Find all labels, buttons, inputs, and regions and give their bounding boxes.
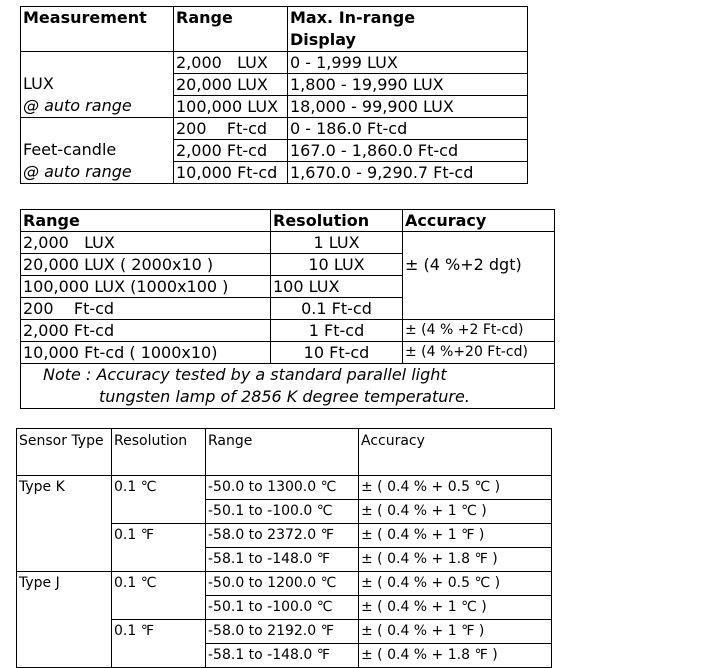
range-cell: -50.1 to -100.0 ℃: [206, 596, 359, 620]
display-cell: 0 - 186.0 Ft-cd: [288, 118, 528, 140]
range-cell: 20,000 LUX: [174, 74, 288, 96]
range-cell: 2,000 Ft-cd: [174, 140, 288, 162]
display-cell: 0 - 1,999 LUX: [288, 52, 528, 74]
range-cell: -58.1 to -148.0 ℉: [206, 548, 359, 572]
lux-range-table: [20, 6, 528, 184]
resolution-cell: 0.1 ℉: [112, 620, 206, 668]
note-cell: [21, 364, 555, 409]
table-row: [17, 476, 552, 500]
display-cell: 1,800 - 19,990 LUX: [288, 74, 528, 96]
accuracy-cell: ± (4 % +2 Ft-cd): [403, 320, 555, 342]
lux-sublabel: @ auto range: [23, 96, 132, 115]
thermocouple-table: [16, 428, 552, 668]
accuracy-cell: ± ( 0.4 % + 1 ℃ ): [359, 596, 552, 620]
accuracy-cell: ± ( 0.4 % + 1 ℃ ): [359, 500, 552, 524]
fc-label: Feet-candle: [23, 140, 117, 159]
display-cell: 1,670.0 - 9,290.7 Ft-cd: [288, 162, 528, 184]
header-resolution: Resolution: [112, 429, 206, 476]
range-cell: 200 Ft-cd: [174, 118, 288, 140]
range-cell: -58.0 to 2372.0 ℉: [206, 524, 359, 548]
header-range: Range: [206, 429, 359, 476]
fc-sublabel: @ auto range: [23, 162, 132, 181]
display-cell: 167.0 - 1,860.0 Ft-cd: [288, 140, 528, 162]
resolution-cell: 1 LUX: [271, 232, 403, 254]
accuracy-lux-cell: ± (4 %+2 dgt): [403, 232, 555, 320]
resolution-cell: 10 Ft-cd: [271, 342, 403, 364]
header-range: Range: [21, 210, 271, 232]
table-row: [21, 232, 555, 254]
header-range: Range: [174, 7, 288, 52]
accuracy-cell: ± ( 0.4 % + 1 ℉ ): [359, 620, 552, 644]
resolution-cell: 0.1 ℃: [112, 572, 206, 620]
range-cell: 2,000 LUX: [174, 52, 288, 74]
fc-measurement-cell: [21, 118, 174, 184]
resolution-cell: 0.1 ℉: [112, 524, 206, 572]
resolution-cell: 1 Ft-cd: [271, 320, 403, 342]
table-header-row: [21, 7, 528, 52]
accuracy-cell: ± ( 0.4 % + 1.8 ℉ ): [359, 644, 552, 668]
table-header-row: [21, 210, 555, 232]
table-row: [17, 572, 552, 596]
range-cell: 20,000 LUX ( 2000x10 ): [21, 254, 271, 276]
range-cell: -58.0 to 2192.0 ℉: [206, 620, 359, 644]
header-max-line1: Max. In-range: [290, 8, 416, 27]
range-cell: 10,000 Ft-cd: [174, 162, 288, 184]
resolution-cell: 10 LUX: [271, 254, 403, 276]
range-cell: 200 Ft-cd: [21, 298, 271, 320]
range-cell: 100,000 LUX: [174, 96, 288, 118]
table-row: [21, 342, 555, 364]
sensor-type-j: Type J: [17, 572, 112, 668]
table-row: [21, 118, 528, 140]
header-accuracy: Accuracy: [403, 210, 555, 232]
header-max-display: [288, 7, 528, 52]
range-cell: -58.1 to -148.0 ℉: [206, 644, 359, 668]
lux-measurement-cell: [21, 52, 174, 118]
note-row: [21, 364, 555, 409]
accuracy-cell: ± (4 %+20 Ft-cd): [403, 342, 555, 364]
range-cell: -50.0 to 1300.0 ℃: [206, 476, 359, 500]
lux-label: LUX: [23, 74, 54, 93]
table-header-row: [17, 429, 552, 476]
display-cell: 18,000 - 99,900 LUX: [288, 96, 528, 118]
range-cell: -50.1 to -100.0 ℃: [206, 500, 359, 524]
range-cell: -50.0 to 1200.0 ℃: [206, 572, 359, 596]
accuracy-cell: ± ( 0.4 % + 1 ℉ ): [359, 524, 552, 548]
note-line-1: Note : Accuracy tested by a standard parallel light: [43, 365, 447, 384]
note-line-2: tungsten lamp of 2856 K degree temperature.: [99, 387, 470, 406]
table-row: [21, 52, 528, 74]
header-resolution: Resolution: [271, 210, 403, 232]
resolution-cell: 0.1 Ft-cd: [271, 298, 403, 320]
range-cell: 2,000 Ft-cd: [21, 320, 271, 342]
header-measurement: Measurement: [21, 7, 174, 52]
resolution-cell: 0.1 ℃: [112, 476, 206, 524]
resolution-cell: 100 LUX: [271, 276, 403, 298]
range-cell: 10,000 Ft-cd ( 1000x10): [21, 342, 271, 364]
header-sensor-type: Sensor Type: [17, 429, 112, 476]
header-accuracy: Accuracy: [359, 429, 552, 476]
header-max-line2: Display: [290, 30, 356, 49]
accuracy-table: [20, 209, 555, 409]
accuracy-cell: ± ( 0.4 % + 0.5 ℃ ): [359, 476, 552, 500]
table-row: [21, 320, 555, 342]
range-cell: 2,000 LUX: [21, 232, 271, 254]
sensor-type-k: Type K: [17, 476, 112, 572]
range-cell: 100,000 LUX (1000x100 ): [21, 276, 271, 298]
accuracy-cell: ± ( 0.4 % + 1.8 ℉ ): [359, 548, 552, 572]
accuracy-cell: ± ( 0.4 % + 0.5 ℃ ): [359, 572, 552, 596]
